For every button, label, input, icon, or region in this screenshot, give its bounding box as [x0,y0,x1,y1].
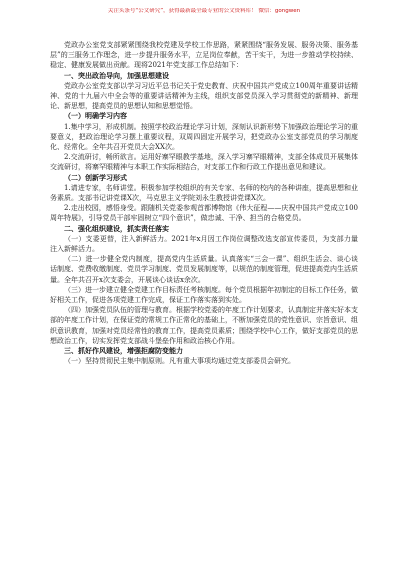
body-paragraph: （一）支委更替，注入新鲜活力。2021年x月因工作岗位调整改选支部宣传委员，为支部力量注入新鲜活力。 [50,234,358,254]
promo-banner: 关注头条号“公文研究”，获得最新最全最专业的公文资料库！ 微信：gongwen [107,8,301,14]
section-heading: 一、突出政治导向，加强思想建设 [64,70,169,80]
subsection-heading: （一）明确学习内容 [64,111,127,121]
body-paragraph: 党政办公室党支部紧紧围绕我校党建及学校工作思路，紧紧围绕“服务发展、服务决策、服务基层”的三服务工作理念，进一步提升服务水平，立足岗位奉献，苦干实干，为进一步推动学校持续、稳定、健康发展做出贡献。现将2021年党支部工作总结如下： [50,41,358,70]
section-heading: 三、抓好作风建设，增强拒腐防变能力 [64,346,183,356]
body-paragraph: （四）加强党员队伍的管理与教育。根据学校党委的年度工作计划要求，认真制定并落实好本支部的年度工作计划，在保证党的常规工作正常化的基础上，不断加强党员的党性意识、宗旨意识、组织意识教育，加强对党员经常性的教育工作，提高党员素质；围绕学校中心工作，做好支部党员的思想政治工作，切实发挥党支部战斗堡垒作用和政治核心作用。 [50,306,358,345]
body-paragraph: 1.请进专家，名师讲堂。积极参加学校组织的有关专家、名师的校内的各种讲座，提高思想和业务素质。支部书记讲党课X次，马克思主义学院刘永生教授讲党课X次。 [50,183,358,203]
body-paragraph: 2.交流研讨，畅所欲言。运用好寨罕眼教学基地，深入学习寨罕眼精神，支部全体成员开展集体交流研讨，将寨罕眼精神与本职工作实际相结合，对支部工作和行政工作提出意见和建议。 [50,153,358,172]
body-paragraph: 党政办公室党支部以学习习近平总书记关于党史教育、庆祝中国共产党成立100周年重要讲话精神、党的十九届六中全会等的重要讲话精神为主线，组织支部党员深入学习贯彻党的新精神、新理论、新思想，提高党员的思想认知和思想觉悟。 [50,81,358,111]
body-paragraph: （二）进一步健全党内制度，提高党内生活质量。认真落实“三会一课”、组织生活会、谈心谈话制度、党费收缴制度、党员学习制度、党员发展制度等，以规范的制度管理，促进提高党内生活质量。全年共召开x次支委会，开展谈心谈话x余次。 [50,255,358,284]
section-heading: 二、强化组织建设，抓实责任落实 [64,223,169,233]
body-paragraph: （三）进一步建立健全党建工作目标责任考核制度。每个党员根据年初制定的目标工作任务，做好相关工作，促进各项党建工作完成，保证工作落实落到实处。 [50,285,358,305]
document-body [50,40,358,367]
body-paragraph: 1.集中学习，形成机制。按照学校政治理论学习计划，深刻认识新形势下加强政治理论学习的重要意义，把政治理论学习摆上重要议程，双周四固定开展学习，把党政办公室支部党员的学习制度化、经常化。全年共召开党员大会XX次。 [50,122,358,152]
body-paragraph: 2.走出校园，感悟身受。跟随机关党委参观首都博物馆《伟大征程——庆祝中国共产党成立100周年特展》，引导党员干部牢固树立“四个意识”，做忠诚、干净、担当的合格党员。 [50,204,358,223]
subsection-heading: （二）创新学习形式 [64,172,127,182]
body-paragraph: （一）坚持贯彻民主集中制原则。凡有重大事项均通过党支部委员会研究。 [64,357,295,366]
